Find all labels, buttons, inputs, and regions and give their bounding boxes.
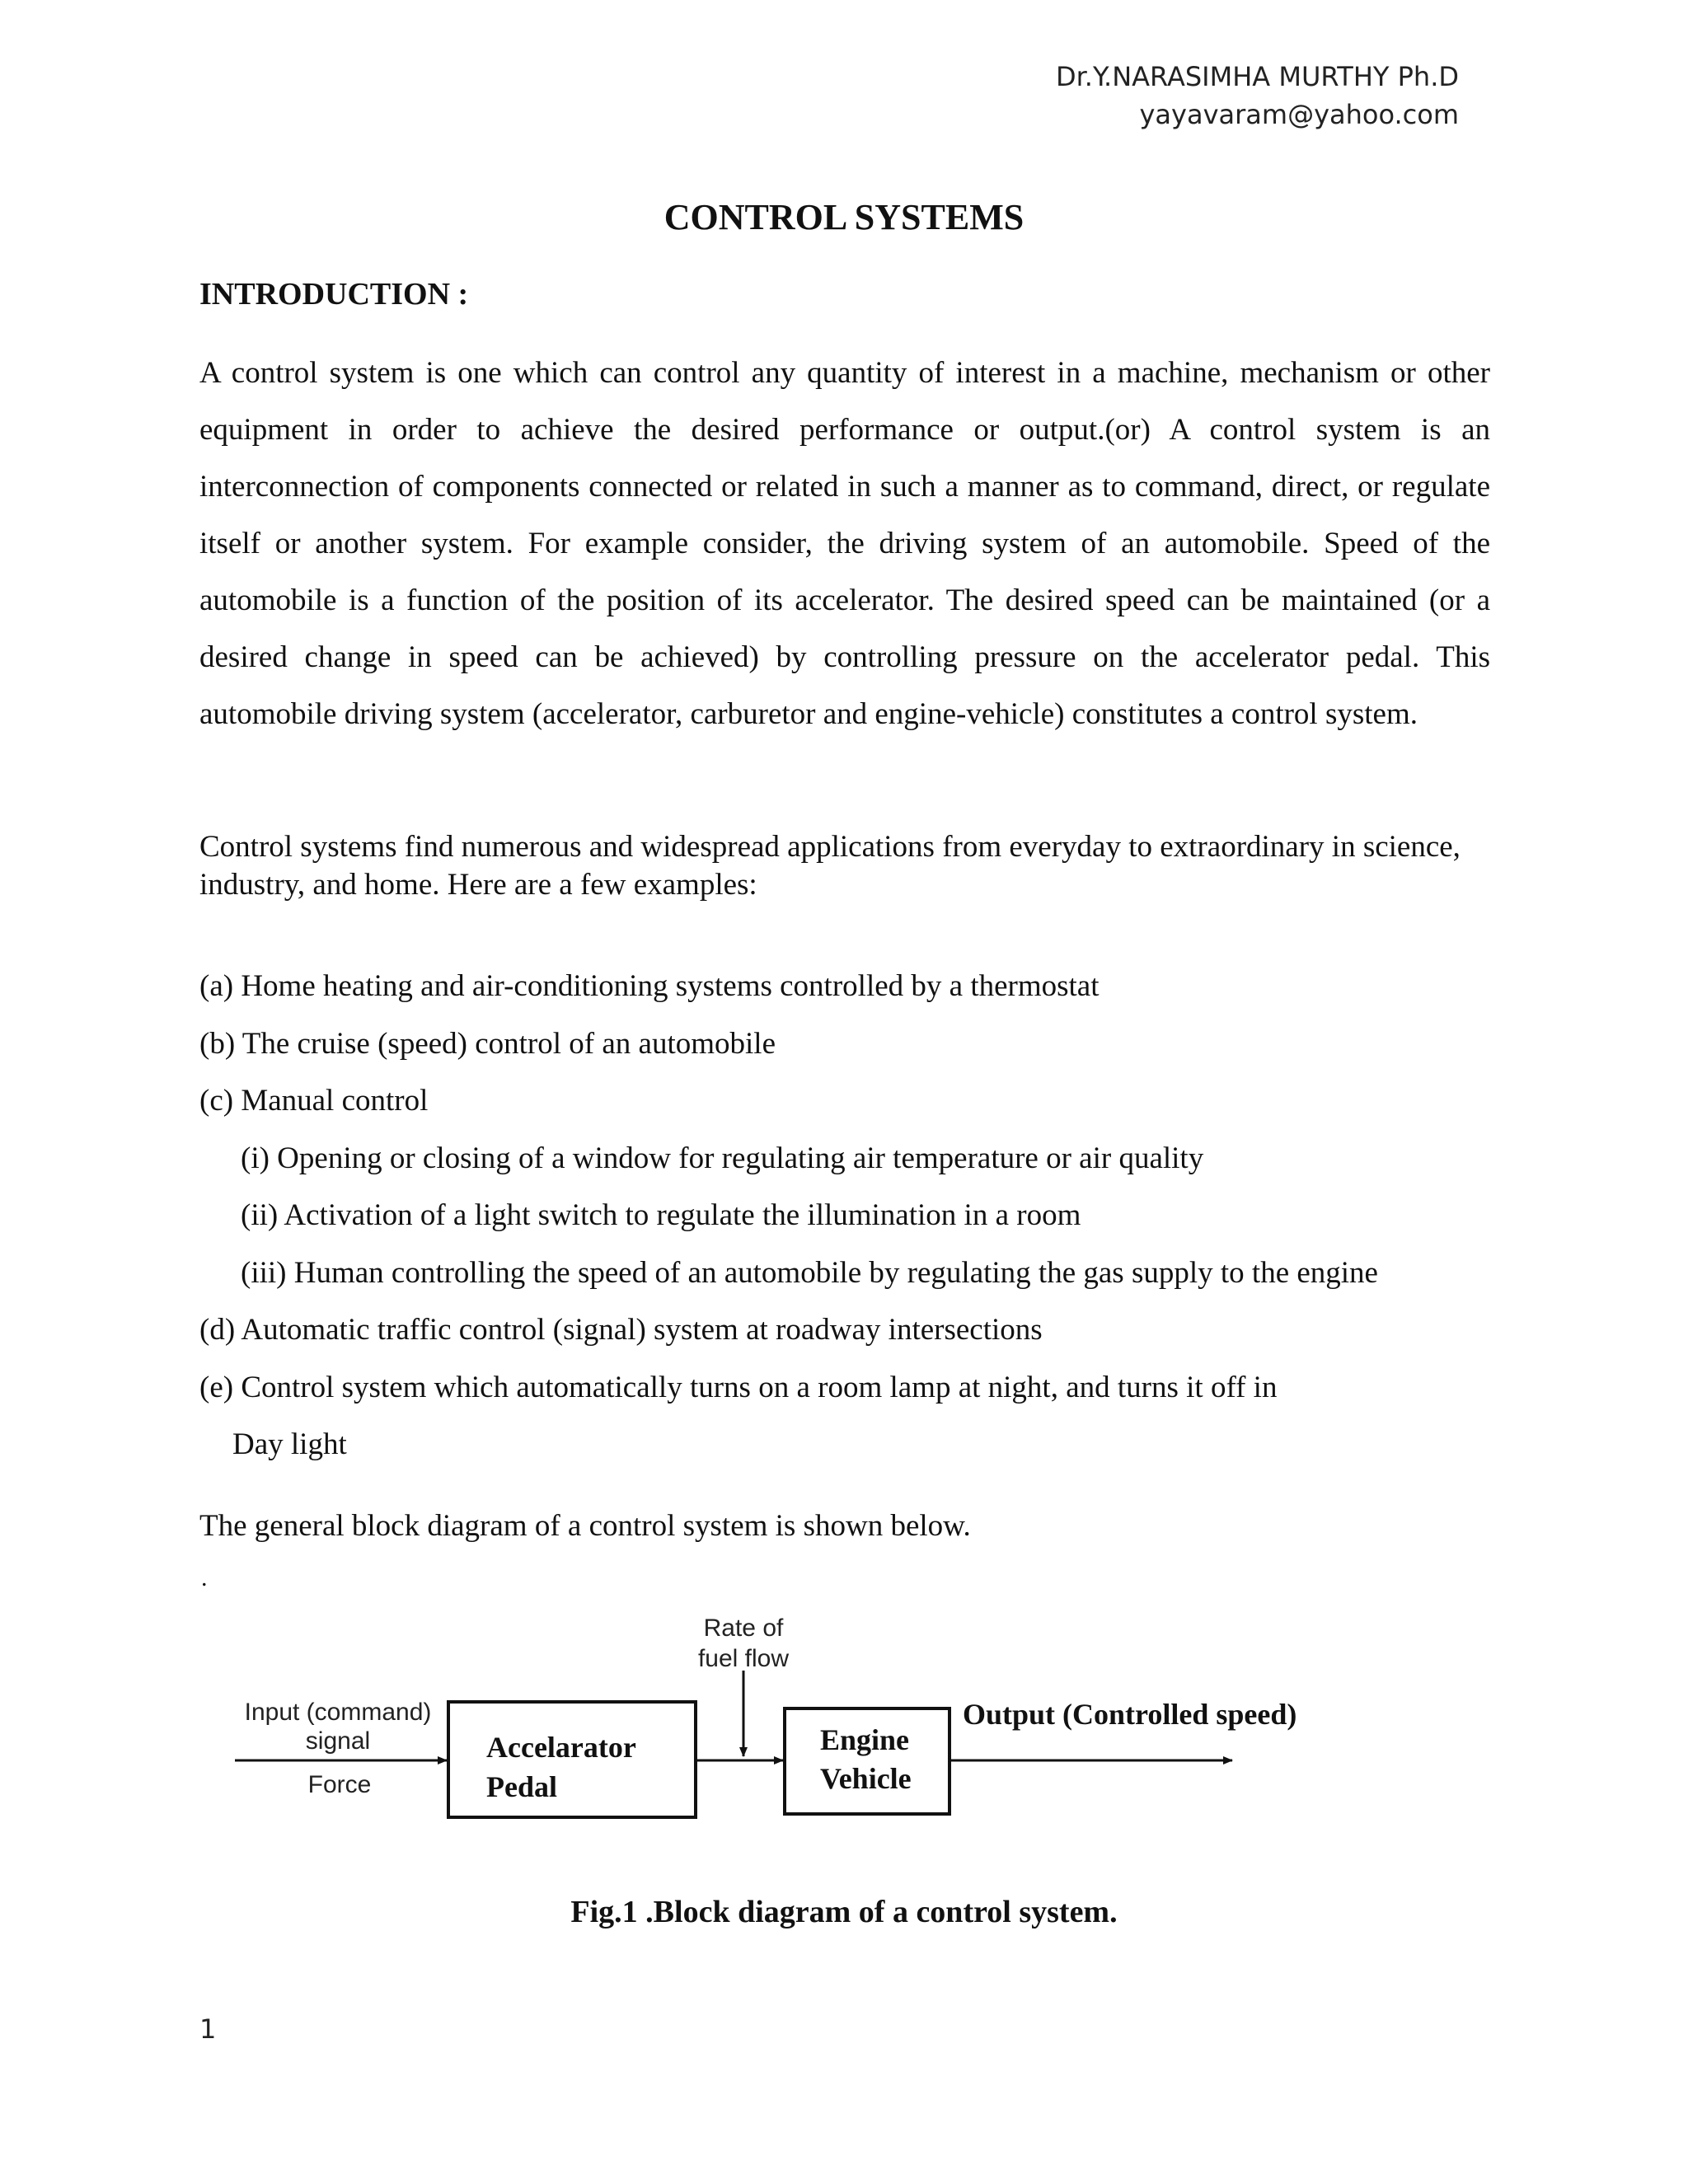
page-number: 1 (199, 2013, 217, 2045)
figure-caption: Fig.1 .Block diagram of a control system. (570, 1895, 1118, 1929)
fuel-label-line2: fuel flow (697, 1645, 790, 1672)
examples-list (199, 958, 1378, 1474)
page-header (1056, 58, 1459, 134)
list-item: (ii) Activation of a light switch to regulate the illumination in a room (241, 1198, 1081, 1232)
list-item: Day light (232, 1427, 347, 1461)
fuel-label-line1: Rate of (703, 1615, 784, 1642)
list-item: (b) The cruise (speed) control of an automobile (199, 1026, 776, 1061)
input-label-line1: Input (command) (244, 1699, 432, 1726)
intro-paragraph: A control system is one which can control any quantity of interest in a machine, mechanism or other equipment in order to achieve the desired performance or output.(or) A control system is an interconnection of components connected or related in such a manner as to command, direct, or regulate itself or another system. For example consider, the driving system of an automobile. Speed of the automobile is a function of the position of its accelerator. The desired speed can be maintained (or a desired change in speed can be achieved) by controlling pressure on the accelerator pedal. This automobile driving system (accelerator, carburetor and engine-vehicle) constitutes a control system. (199, 356, 1490, 731)
input-label-line2: signal (305, 1727, 371, 1755)
block-diagram (223, 1611, 1360, 1842)
stray-dot: . (201, 1564, 208, 1591)
list-item: (i) Opening or closing of a window for regulating air temperature or air quality (241, 1141, 1204, 1175)
list-item: (e) Control system which automatically turns on a room lamp at night, and turns it off in (199, 1370, 1278, 1404)
list-item: (d) Automatic traffic control (signal) system at roadway intersections (199, 1313, 1043, 1347)
applications-paragraph: Control systems find numerous and widespread applications from everyday to extraordinary in science, industry, and home. Here are a few examples: (199, 830, 1461, 902)
page-title: CONTROL SYSTEMS (663, 197, 1025, 237)
list-item: (a) Home heating and air-conditioning systems controlled by a thermostat (199, 969, 1100, 1003)
list-item: (iii) Human controlling the speed of an automobile by regulating the gas supply to the engine (241, 1255, 1378, 1290)
block1-label-line2: Pedal (486, 1770, 557, 1803)
author-name: Dr.Y.NARASIMHA MURTHY Ph.D (1055, 61, 1459, 92)
author-email: yayavaram@yahoo.com (1139, 99, 1459, 131)
block2-label-line1: Engine (820, 1723, 910, 1756)
block-diagram-intro: The general block diagram of a control system is shown below. (199, 1509, 971, 1543)
list-item: (c) Manual control (199, 1084, 429, 1118)
block1-label-line1: Accelarator (486, 1731, 636, 1764)
block2-label-line2: Vehicle (820, 1762, 912, 1795)
input-force-label: Force (307, 1771, 372, 1798)
section-heading: INTRODUCTION : (199, 277, 469, 312)
output-label: Output (Controlled speed) (963, 1698, 1297, 1731)
